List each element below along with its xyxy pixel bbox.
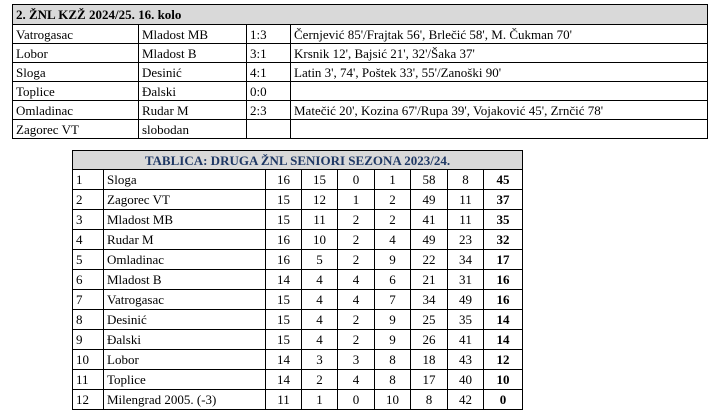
standings-row: [73, 350, 523, 370]
standing-draws: 2: [338, 210, 375, 230]
standing-goals-against: 11: [448, 190, 484, 210]
match-row: [13, 82, 708, 101]
standing-position: 1: [73, 170, 104, 190]
standing-goals-for: 22: [411, 250, 448, 270]
standing-points: 45: [484, 170, 523, 190]
standing-goals-for: 34: [411, 290, 448, 310]
standing-wins: 10: [302, 230, 338, 250]
standing-wins: 4: [302, 310, 338, 330]
standing-losses: 2: [375, 190, 411, 210]
match-row: [13, 120, 708, 139]
standing-goals-against: 41: [448, 330, 484, 350]
standing-team: Lobor: [104, 350, 266, 370]
standing-wins: 5: [302, 250, 338, 270]
standing-wins: 2: [302, 370, 338, 390]
match-away-team: Đalski: [139, 82, 247, 101]
standing-points: 14: [484, 310, 523, 330]
standing-goals-for: 26: [411, 330, 448, 350]
standing-losses: 10: [375, 390, 411, 410]
standing-wins: 1: [302, 390, 338, 410]
standing-draws: 4: [338, 270, 375, 290]
match-scorers: Krsnik 12', Bajsić 21', 32'/Šaka 37': [291, 44, 708, 63]
standing-goals-for: 49: [411, 190, 448, 210]
standing-wins: 11: [302, 210, 338, 230]
standing-position: 10: [73, 350, 104, 370]
standings-row: [73, 250, 523, 270]
standing-draws: 4: [338, 290, 375, 310]
match-score: 0:0: [247, 82, 291, 101]
standing-team: Đalski: [104, 330, 266, 350]
standing-draws: 2: [338, 310, 375, 330]
match-home-team: Vatrogasac: [13, 25, 139, 44]
standing-goals-for: 21: [411, 270, 448, 290]
standing-goals-against: 11: [448, 210, 484, 230]
standings-row: [73, 210, 523, 230]
standing-team: Vatrogasac: [104, 290, 266, 310]
standing-goals-for: 41: [411, 210, 448, 230]
standing-team: Mladost MB: [104, 210, 266, 230]
standing-position: 5: [73, 250, 104, 270]
standing-draws: 2: [338, 230, 375, 250]
standing-draws: 2: [338, 250, 375, 270]
standings-table: [72, 150, 523, 410]
standing-played: 16: [266, 250, 302, 270]
standing-played: 15: [266, 210, 302, 230]
standing-played: 15: [266, 310, 302, 330]
standing-points: 16: [484, 290, 523, 310]
match-home-team: Lobor: [13, 44, 139, 63]
match-score: 2:3: [247, 101, 291, 120]
match-away-team: Desinić: [139, 63, 247, 82]
standing-draws: 4: [338, 370, 375, 390]
standings-row: [73, 310, 523, 330]
standings-row: [73, 370, 523, 390]
match-home-team: Zagorec VT: [13, 120, 139, 139]
match-score: 4:1: [247, 63, 291, 82]
standing-goals-against: 31: [448, 270, 484, 290]
standing-team: Zagorec VT: [104, 190, 266, 210]
standing-losses: 8: [375, 350, 411, 370]
standing-goals-against: 42: [448, 390, 484, 410]
match-scorers: Černjević 85'/Frajtak 56', Brlečić 58', M. Čukman 70': [291, 25, 708, 44]
standing-position: 9: [73, 330, 104, 350]
standing-wins: 4: [302, 270, 338, 290]
match-row: [13, 101, 708, 120]
results-title-row: [13, 5, 708, 25]
match-row: [13, 25, 708, 44]
standing-team: Toplice: [104, 370, 266, 390]
standing-losses: 6: [375, 270, 411, 290]
results-title: 2. ŽNL KZŽ 2024/25. 16. kolo: [13, 5, 708, 25]
standing-team: Milengrad 2005. (-3): [104, 390, 266, 410]
standing-played: 15: [266, 330, 302, 350]
match-away-team: Mladost B: [139, 44, 247, 63]
standing-position: 6: [73, 270, 104, 290]
match-away-team: Rudar M: [139, 101, 247, 120]
standing-position: 11: [73, 370, 104, 390]
standing-points: 17: [484, 250, 523, 270]
match-score: 3:1: [247, 44, 291, 63]
standing-draws: 3: [338, 350, 375, 370]
standing-wins: 12: [302, 190, 338, 210]
standing-draws: 0: [338, 170, 375, 190]
standings-row: [73, 270, 523, 290]
standing-team: Rudar M: [104, 230, 266, 250]
standing-position: 2: [73, 190, 104, 210]
match-row: [13, 44, 708, 63]
standings-row: [73, 290, 523, 310]
match-scorers: [291, 82, 708, 101]
standing-losses: 2: [375, 210, 411, 230]
standing-points: 0: [484, 390, 523, 410]
standing-losses: 1: [375, 170, 411, 190]
standing-played: 11: [266, 390, 302, 410]
standing-wins: 15: [302, 170, 338, 190]
results-table: [12, 4, 708, 139]
standing-goals-against: 8: [448, 170, 484, 190]
standing-played: 15: [266, 190, 302, 210]
standing-team: Desinić: [104, 310, 266, 330]
standing-played: 15: [266, 290, 302, 310]
standing-wins: 3: [302, 350, 338, 370]
standing-played: 16: [266, 170, 302, 190]
standing-goals-against: 35: [448, 310, 484, 330]
standing-losses: 4: [375, 230, 411, 250]
standing-position: 7: [73, 290, 104, 310]
standing-losses: 8: [375, 370, 411, 390]
standing-played: 14: [266, 270, 302, 290]
standing-points: 12: [484, 350, 523, 370]
standings-row: [73, 230, 523, 250]
standing-draws: 2: [338, 330, 375, 350]
standing-losses: 7: [375, 290, 411, 310]
standings-title: TABLICA: DRUGA ŽNL SENIORI SEZONA 2023/24.: [73, 151, 523, 170]
standing-points: 10: [484, 370, 523, 390]
standings-title-row: [73, 151, 523, 170]
match-score: 1:3: [247, 25, 291, 44]
standing-team: Omladinac: [104, 250, 266, 270]
match-row: [13, 63, 708, 82]
standing-goals-for: 58: [411, 170, 448, 190]
standing-draws: 1: [338, 190, 375, 210]
standing-goals-against: 40: [448, 370, 484, 390]
standings-row: [73, 170, 523, 190]
standing-played: 14: [266, 350, 302, 370]
standing-position: 3: [73, 210, 104, 230]
standing-goals-against: 23: [448, 230, 484, 250]
match-home-team: Omladinac: [13, 101, 139, 120]
standing-goals-for: 17: [411, 370, 448, 390]
standing-wins: 4: [302, 290, 338, 310]
standing-team: Sloga: [104, 170, 266, 190]
match-score: [247, 120, 291, 139]
standing-goals-for: 8: [411, 390, 448, 410]
standing-points: 14: [484, 330, 523, 350]
standing-wins: 4: [302, 330, 338, 350]
standing-points: 32: [484, 230, 523, 250]
standing-position: 8: [73, 310, 104, 330]
standing-losses: 9: [375, 330, 411, 350]
standing-played: 16: [266, 230, 302, 250]
match-scorers: Matečić 20', Kozina 67'/Rupa 39', Vojaković 45', Zrnčić 78': [291, 101, 708, 120]
standing-losses: 9: [375, 250, 411, 270]
match-away-team: Mladost MB: [139, 25, 247, 44]
match-away-team: slobodan: [139, 120, 247, 139]
match-home-team: Sloga: [13, 63, 139, 82]
standing-goals-against: 43: [448, 350, 484, 370]
standing-points: 16: [484, 270, 523, 290]
match-scorers: [291, 120, 708, 139]
standing-goals-for: 25: [411, 310, 448, 330]
match-home-team: Toplice: [13, 82, 139, 101]
standing-points: 35: [484, 210, 523, 230]
standing-played: 14: [266, 370, 302, 390]
standing-position: 4: [73, 230, 104, 250]
standings-row: [73, 330, 523, 350]
standing-draws: 0: [338, 390, 375, 410]
standing-losses: 9: [375, 310, 411, 330]
standings-row: [73, 190, 523, 210]
standing-position: 12: [73, 390, 104, 410]
standing-goals-against: 49: [448, 290, 484, 310]
standing-team: Mladost B: [104, 270, 266, 290]
match-scorers: Latin 3', 74', Poštek 33', 55'/Zanoški 90': [291, 63, 708, 82]
standing-goals-for: 18: [411, 350, 448, 370]
standing-goals-against: 34: [448, 250, 484, 270]
standing-goals-for: 49: [411, 230, 448, 250]
standing-points: 37: [484, 190, 523, 210]
